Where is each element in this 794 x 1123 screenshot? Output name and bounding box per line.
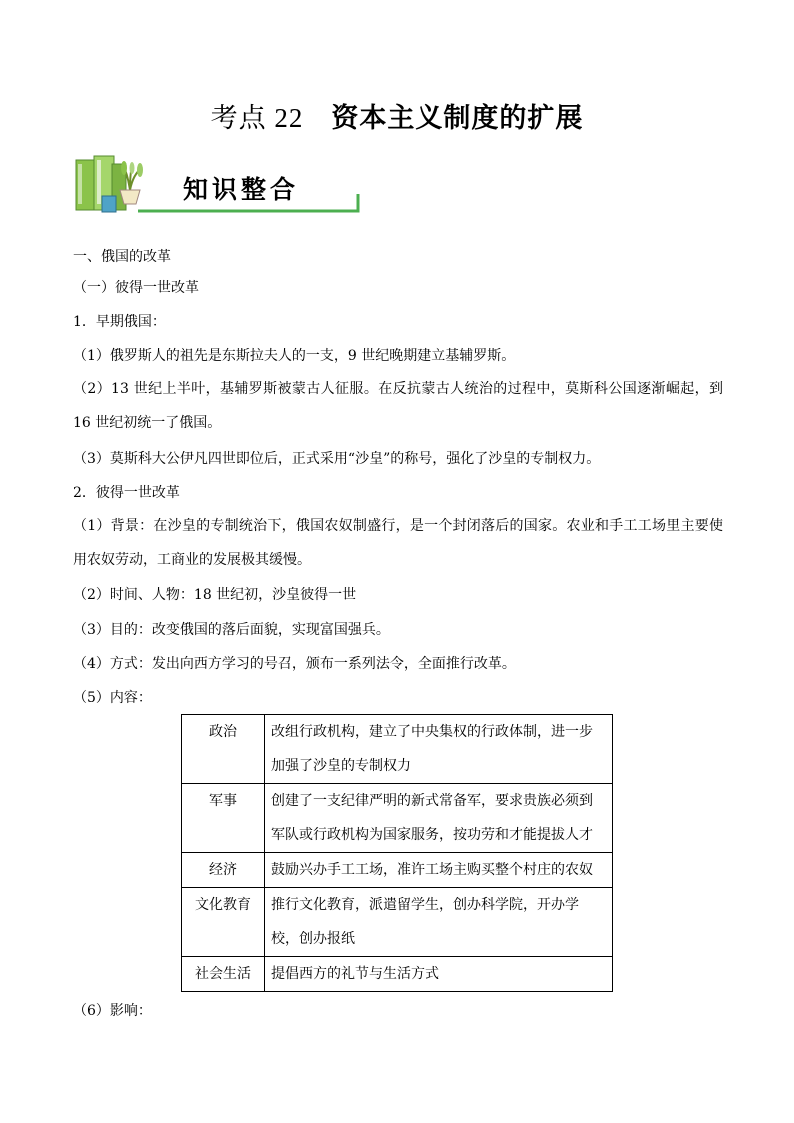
paragraph-content: （5）内容： [73,690,152,706]
paragraph-method: （4）方式：发出向西方学习的号召，颁布一系列法令，全面推行改革。 [73,656,516,672]
table-value: 改组行政机构，建立了中央集权的行政体制，进一步加强了沙皇的专制权力 [265,715,613,784]
subsection-heading: （一）彼得一世改革 [73,280,199,296]
paragraph-2: （2）13 世纪上半叶，基辅罗斯被蒙古人征服。在反抗蒙古人统治的过程中，莫斯科公国逐渐崛起，到 16 世纪初统一了俄国。 [73,381,723,431]
table-value: 提倡西方的礼节与生活方式 [265,957,613,992]
title-prefix: 考点 22 [210,103,304,133]
heading-peter-reform: 2．彼得一世改革 [73,485,180,501]
paragraph-purpose: （3）目的：改变俄国的落后面貌，实现富国强兵。 [73,622,390,638]
table-key: 军事 [182,784,265,853]
table-value: 鼓励兴办手工工场，准许工场主购买整个村庄的农奴 [265,853,613,888]
table-value: 创建了一支纪律严明的新式常备军，要求贵族必须到军队或行政机构为国家服务，按功劳和才能提拔人才 [265,784,613,853]
paragraph-background: （1）背景：在沙皇的专制统治下，俄国农奴制盛行，是一个封闭落后的国家。农业和手工工场里主要使用农奴劳动，工商业的发展极其缓慢。 [73,518,723,568]
table-key: 文化教育 [182,888,265,957]
banner-label: 知识整合 [183,175,300,204]
section-heading: 一、俄国的改革 [73,249,171,265]
paragraph-1: （1）俄罗斯人的祖先是东斯拉夫人的一支，9 世纪晚期建立基辅罗斯。 [73,348,516,364]
reform-content-table [181,714,613,992]
paragraph-3: （3）莫斯科大公伊凡四世即位后，正式采用“沙皇”的称号，强化了沙皇的专制权力。 [73,451,601,467]
table-row [182,784,613,853]
table-row [182,888,613,957]
page-title [0,96,794,135]
table-key: 政治 [182,715,265,784]
table-row [182,715,613,784]
heading-early-russia: 1．早期俄国： [73,314,166,330]
table-row [182,957,613,992]
table-value: 推行文化教育，派遣留学生，创办科学院，开办学校，创办报纸 [265,888,613,957]
table-key: 社会生活 [182,957,265,992]
paragraph-time-person: （2）时间、人物：18 世纪初，沙皇彼得一世 [73,587,357,603]
table-key: 经济 [182,853,265,888]
title-topic: 资本主义制度的扩展 [331,103,584,134]
paragraph-impact: （6）影响： [73,1003,152,1019]
table-row [182,853,613,888]
